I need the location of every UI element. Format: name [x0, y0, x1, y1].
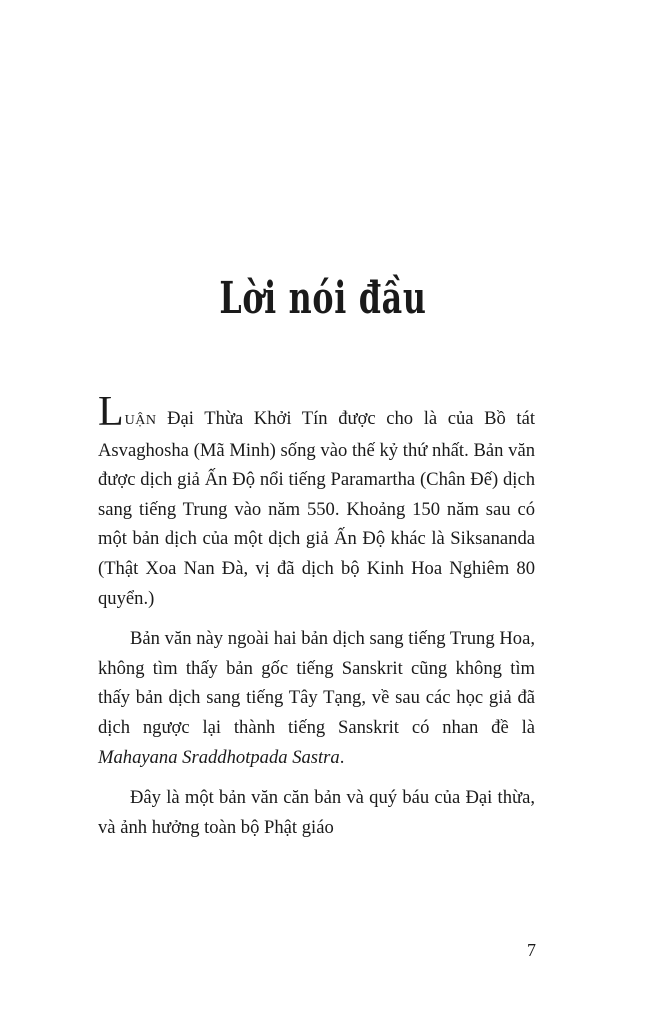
drop-cap: L — [98, 389, 124, 435]
paragraph-2-end: . — [339, 746, 345, 768]
paragraph-2 — [98, 624, 535, 772]
paragraph-3 — [98, 783, 535, 842]
page-number: 7 — [527, 940, 536, 960]
paragraph-1 — [98, 389, 535, 613]
body-text — [98, 389, 535, 842]
paragraph-2-text: Bản văn này ngoài hai bản dịch sang tiếng Trung Hoa, không tìm thấy bản gốc tiếng Sanskrit cũng không tìm thấy bản dịch sang tiếng Tây Tạng, về sau các học giả đã dịch ngược lại thành tiếng Sanskrit có nhan đề là — [98, 628, 535, 738]
sanskrit-title: Mahayana Sraddhotpada Sastra — [98, 746, 340, 768]
chapter-title: Lời nói đầu — [219, 273, 427, 325]
small-caps-lead: UẬN — [124, 413, 157, 428]
paragraph-3-text: Đây là một bản văn căn bản và quý báu của Đại thừa, và ảnh hưởng toàn bộ Phật giáo — [98, 787, 535, 838]
paragraph-1-text: Đại Thừa Khởi Tín được cho là của Bồ tát Asvaghosha (Mã Minh) sống vào thế kỷ thứ nhất. Bản văn được dịch giả Ấn Độ nổi tiếng Paramartha (Chân Đế) dịch sang tiếng Trung vào năm 550. Khoảng 150 năm sau có một bản dịch của một dịch giả Ấn Độ khác là Siksananda (Thật Xoa Nan Đà, vị đã dịch bộ Kinh Hoa Nghiêm 80 quyển.) — [98, 408, 535, 609]
